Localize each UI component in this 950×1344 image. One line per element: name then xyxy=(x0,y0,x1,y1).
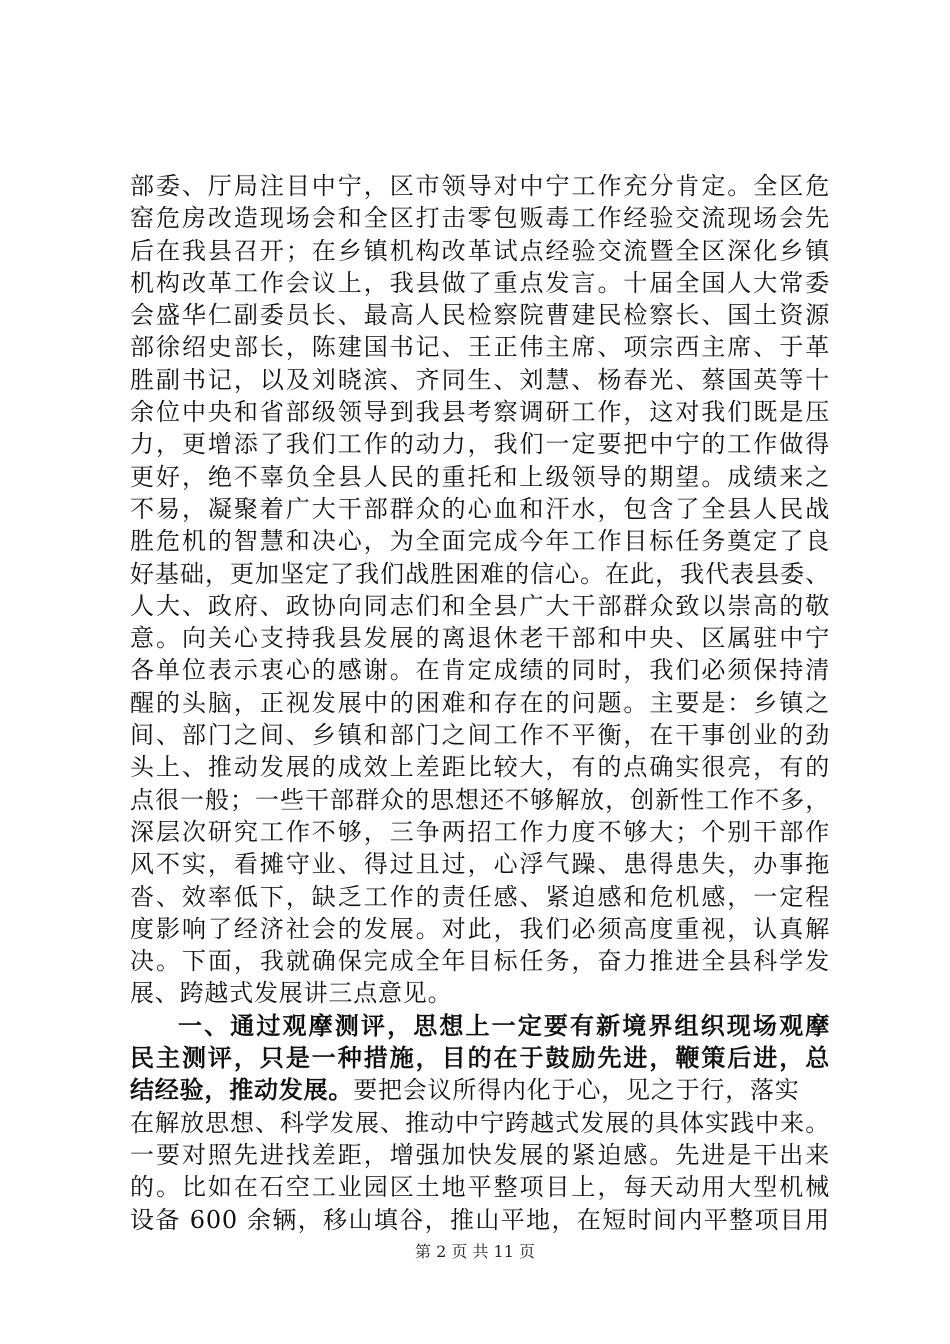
paragraph-line: 展、跨越式发展讲三点意见。 xyxy=(130,979,453,1008)
paragraph-line: 人大、政府、政协向同志们和全县广大干部群众致以崇高的敬 xyxy=(130,591,830,620)
heading-bold-text: 结经验，推动发展。 xyxy=(130,1075,354,1105)
paragraph-line: 深层次研究工作不够，三争两招工作力度不够大；个别干部作 xyxy=(130,817,830,846)
paragraph-line: 的。比如在石空工业园区土地平整项目上，每天动用大型机械 xyxy=(130,1173,830,1202)
paragraph-line: 风不实，看摊守业、得过且过，心浮气躁、患得患失，办事拖 xyxy=(130,850,830,879)
paragraph-line: 余位中央和省部级领导到我县考察调研工作，这对我们既是压 xyxy=(130,398,830,427)
paragraph-line: 意。向关心支持我县发展的离退休老干部和中央、区属驻中宁 xyxy=(130,624,830,653)
paragraph-line: 点很一般；一些干部群众的思想还不够解放，创新性工作不多， xyxy=(130,785,830,814)
paragraph-line: 部徐绍史部长，陈建国书记、王正伟主席、项宗西主席、于革 xyxy=(130,333,830,362)
section-heading-line: 民主测评，只是一种措施，目的在于鼓励先进，鞭策后进，总 xyxy=(130,1043,830,1073)
paragraph-line: 头上、推动发展的成效上差距比较大，有的点确实很亮，有的 xyxy=(130,753,830,782)
paragraph-line: 胜副书记，以及刘晓滨、齐同生、刘慧、杨春光、蔡国英等十 xyxy=(130,365,830,394)
paragraph-line: 部委、厅局注目中宁，区市领导对中宁工作充分肯定。全区危 xyxy=(130,172,830,200)
paragraph-line: 不易，凝聚着广大干部群众的心血和汗水，包含了全县人民战 xyxy=(130,494,830,523)
paragraph-line: 会盛华仁副委员长、最高人民检察院曹建民检察长、国土资源 xyxy=(130,301,830,330)
paragraph-line: 后在我县召开；在乡镇机构改革试点经验交流暨全区深化乡镇 xyxy=(130,236,830,265)
paragraph-line: 机构改革工作会议上，我县做了重点发言。十届全国人大常委 xyxy=(130,268,830,297)
paragraph-line: 更好，绝不辜负全县人民的重托和上级领导的期望。成绩来之 xyxy=(130,462,830,491)
paragraph-line: 各单位表示衷心的感谢。在肯定成绩的同时，我们必须保持清 xyxy=(130,656,830,685)
paragraph-line: 胜危机的智慧和决心，为全面完成今年工作目标任务奠定了良 xyxy=(130,527,830,556)
paragraph-line: 沓、效率低下，缺乏工作的责任感、紧迫感和危机感，一定程 xyxy=(130,882,830,911)
paragraph-line: 间、部门之间、乡镇和部门之间工作不平衡，在干事创业的劲 xyxy=(130,721,830,750)
page-number: 第 2 页 共 11 页 xyxy=(415,1242,535,1261)
document-body xyxy=(130,170,830,1236)
section-heading-line xyxy=(130,1074,830,1106)
paragraph-line: 一要对照先进找差距，增强加快发展的紧迫感。先进是干出来 xyxy=(130,1140,830,1169)
paragraph-line: 窑危房改造现场会和全区打击零包贩毒工作经验交流现场会先 xyxy=(130,204,830,233)
paragraph-line: 在解放思想、科学发展、推动中宁跨越式发展的具体实践中来。 xyxy=(130,1108,830,1137)
paragraph-line: 设备 600 余辆，移山填谷，推山平地，在短时间内平整项目用 xyxy=(130,1205,830,1234)
section-heading-line: 一、通过观摩测评，思想上一定要有新境界组织现场观摩 xyxy=(178,1010,830,1040)
paragraph-line: 好基础，更加坚定了我们战胜困难的信心。在此，我代表县委、 xyxy=(130,559,830,588)
paragraph-line: 决。下面，我就确保完成全年目标任务，奋力推进全县科学发 xyxy=(130,947,830,976)
paragraph-line: 醒的头脑，正视发展中的困难和存在的问题。主要是：乡镇之 xyxy=(130,688,830,717)
heading-normal-text: 要把会议所得内化于心，见之于行，落实 xyxy=(353,1076,800,1105)
paragraph-line: 度影响了经济社会的发展。对此，我们必须高度重视，认真解 xyxy=(130,914,830,943)
paragraph-line: 力，更增添了我们工作的动力，我们一定要把中宁的工作做得 xyxy=(130,430,830,459)
